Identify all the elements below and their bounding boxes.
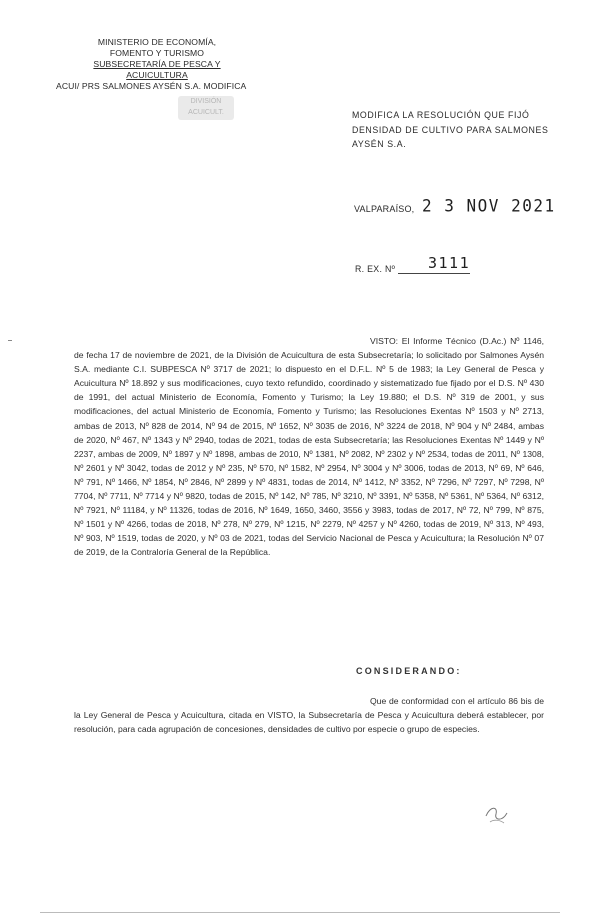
resolution-number: 3111: [428, 254, 471, 272]
faded-stamp: [178, 96, 234, 120]
resolution-title: MODIFICA LA RESOLUCIÓN QUE FIJÓ DENSIDAD DE CULTIVO PARA SALMONES AYSÉN S.A.: [352, 110, 549, 149]
stamp-line-1: DIVISIÓN: [190, 98, 222, 105]
margin-mark: [8, 340, 12, 341]
visto-paragraph: VISTO: El Informe Técnico (D.Ac.) Nº 1146, de fecha 17 de noviembre de 2021, de la División de Acuicultura de esta Subsecretaría; lo solicitado por Salmones Aysén S.A. mediante C.I. SUBPESCA Nº 3717 de 2021; lo dispuesto en el D.F.L. Nº 5 de 1983; la Ley General de Pesca y Acuicultura Nº 18.892 y sus modificaciones, cuyo texto refundido, coordinado y sistematizado fue fijado por el D.S. Nº 430 de 1991, del actual Ministerio de Economía, Fomento y Turismo; la Ley 19.880; el D.S. Nº 319 de 2001, y sus modificaciones, del actual Ministerio de Economía, Fomento y Turismo; las Resoluciones Exentas Nº 1503 y Nº 2713, ambas de 2013, Nº 828 de 2014, Nº 94 de 2015, Nº 1652, Nº 3035 de 2016, Nº 3224 de 2018, Nº 904 y Nº 2484, ambas de 2020, Nº 467, Nº 1343 y Nº 2940, todas de 2021, todas de esta Subsecretaría; las Resoluciones Exentas Nº 1449 y Nº 2237, ambas de 2009, Nº 1897 y Nº 1898, ambas de 2010, Nº 1381, Nº 2082, Nº 2302 y Nº 2534, todas de 2011, Nº 1308, Nº 2601 y Nº 3042, todas de 2012 y Nº 235, Nº 570, Nº 1582, Nº 2954, Nº 3004 y Nº 3006, todas de 2013, Nº 69, Nº 646, Nº 791, Nº 1466, Nº 1854, Nº 2846, Nº 2899 y Nº 4831, todas de 2014, Nº 1412, Nº 3352, Nº 7296, Nº 7297, Nº 7298, Nº 7704, Nº 7711, Nº 7714 y Nº 9820, todas de 2015, Nº 142, Nº 785, Nº 3210, Nº 3391, Nº 5358, Nº 5361, Nº 5364, Nº 6312, Nº 7921, Nº 11184, y Nº 11326, todas de 2016, Nº 1649, 1650, 3460, 3556 y 3983, todas de 2017, Nº 72, Nº 799, Nº 875, Nº 1501 y Nº 4266, todas de 2018, Nº 278, Nº 279, Nº 1215, Nº 2279, Nº 4257 y Nº 4260, todas de 2019, Nº 313, Nº 493, Nº 903, Nº 1519, todas de 2020, y Nº 03 de 2021, todas del Servicio Nacional de Pesca y Acuicultura; la Resolución Nº 07 de 2019, de la Contraloría General de la República.: [74, 336, 544, 558]
file-reference: ACUI/ PRS SALMONES AYSÉN S.A. MODIFICA: [56, 81, 247, 91]
undersecretariat-name: SUBSECRETARÍA DE PESCA Y ACUICULTURA: [93, 59, 221, 80]
initials-scribble: [480, 800, 514, 826]
resolution-number-line: [398, 273, 470, 274]
ministry-name: MINISTERIO DE ECONOMÍA,: [97, 37, 217, 47]
stamp-line-2: ACUICULT.: [188, 109, 224, 116]
place-label: VALPARAÍSO,: [354, 204, 415, 214]
bottom-edge-line: [40, 912, 560, 913]
considerando-heading: CONSIDERANDO:: [356, 666, 462, 676]
ministry-header: [56, 37, 252, 92]
resolution-number-label: R. EX. Nº: [355, 264, 396, 274]
considerando-paragraph-1: Que de conformidad con el artículo 86 bis de la Ley General de Pesca y Acuicultura, citada en VISTO, la Subsecretaría de Pesca y Acuicultura deberá establecer, por resolución, para cada agrupación de concesiones, densidades de cultivo por especie o grupo de especies.: [74, 696, 544, 735]
stamped-date: 2 3 NOV 2021: [422, 195, 556, 216]
ministry-subname: FOMENTO Y TURISMO: [109, 48, 205, 58]
